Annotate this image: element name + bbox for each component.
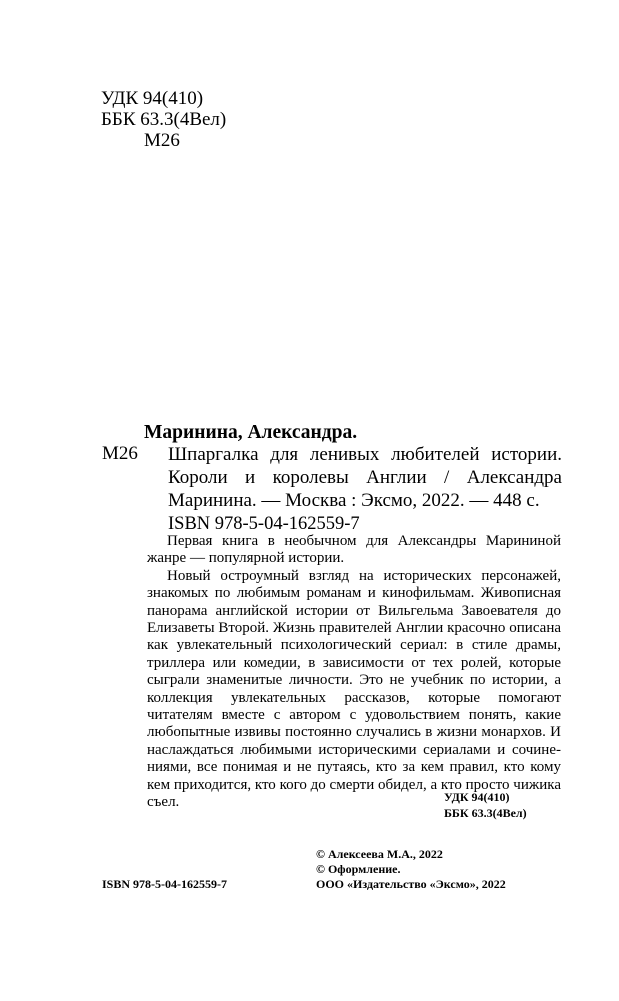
annotation-paragraph: Новый остроумный взгляд на исторических персонажей, знакомых по любимым романам и кинофильмам. Живописная панорама английской истории от Вильгельма Завоевателя до Елизаветы Второй. Жизнь правителей Англии красочно описана как увлекательный психологический сериал: в стиле драмы, триллера или комедии, в зависимости от тех ролей, которые сыграли знаменитые личности. Это не учебник по истории, а коллекция увлекательных рассказов, которые помогают читателям вместе с автором с удовольствием понять, какие любопытные извивы постоянно случались в жизни монархов. И наслаждаться любимыми историческими сериалами и сочинениями, все понимая и не путаясь, кто за кем правил, кто кому кем приходится, кто кого до смерти обидел, а кто просто чижика съел. (147, 567, 561, 811)
classification-block (101, 88, 226, 151)
author-heading: Маринина, Александра. (144, 422, 358, 443)
annotation (147, 533, 561, 812)
author-mark: М26 (144, 130, 180, 151)
bottom-bbk-code: ББК 63.3(4Вел) (444, 806, 527, 820)
catalog-isbn: ISBN 978-5-04-162559-7 (168, 514, 360, 534)
udk-code: УДК 94(410) (101, 88, 204, 109)
copyright-block (316, 847, 506, 892)
copyright-author: © Алексеева М.А., 2022 (316, 847, 443, 861)
copyright-design: © Оформление. (316, 862, 401, 876)
footer-isbn: ISBN 978-5-04-162559-7 (102, 877, 227, 891)
catalog-side-code: М26 (102, 443, 138, 464)
bottom-udk-code: УДК 94(410) (444, 790, 510, 804)
copyright-publisher: ООО «Издательство «Эксмо», 2022 (316, 877, 506, 891)
bbk-code: ББК 63.3(4Вел) (101, 109, 227, 130)
title-description: Шпаргалка для ленивых любителей истории. Короли и королевы Англии / Александра Маринина. — Москва : Эксмо, 2022. — 448 с. (168, 444, 562, 511)
annotation-paragraph: Первая книга в необычном для Александры Марининой жанре — популярной истории. (147, 533, 561, 567)
